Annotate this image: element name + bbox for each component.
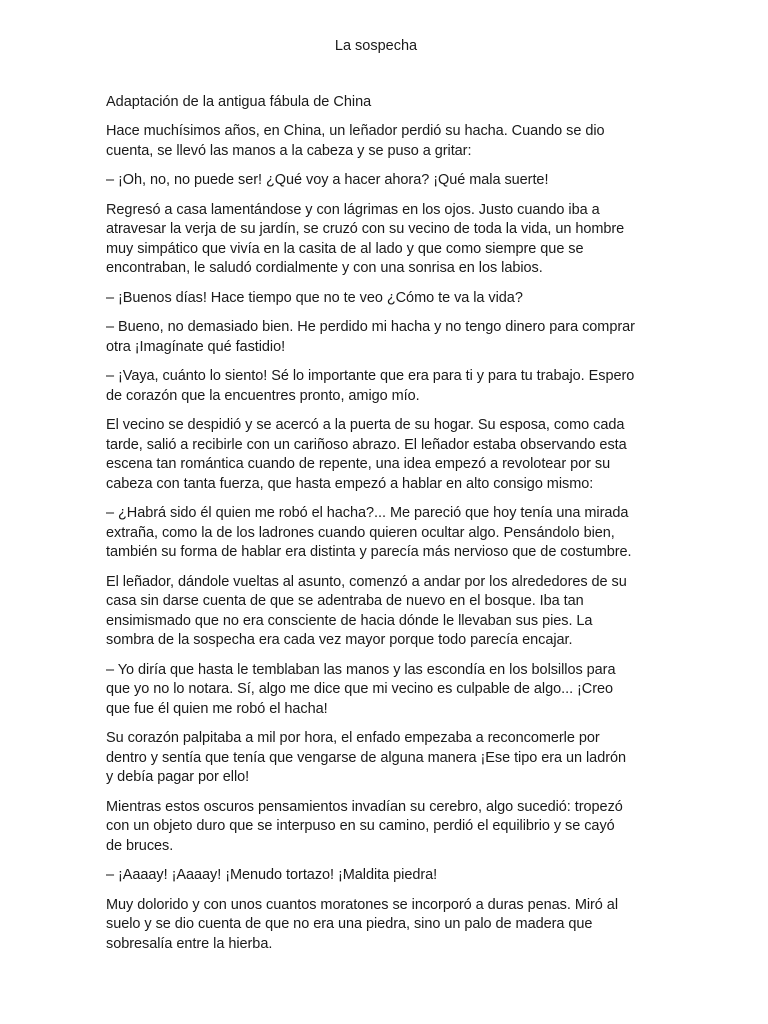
paragraph-6: – ¡Vaya, cuánto lo siento! Sé lo importante que era para ti y para tu trabajo. Espero de corazón que la encuentres pronto, amigo mío.	[106, 368, 635, 404]
document-subtitle: Adaptación de la antigua fábula de China	[106, 94, 372, 110]
paragraph-8: – ¿Habrá sido él quien me robó el hacha?... Me pareció que hoy tenía una mirada extraña, como la de los ladrones cuando quieren ocultar algo. Pensándolo bien, también su forma de hablar era distinta y parecía más nervioso que de costumbre.	[106, 505, 632, 560]
paragraph-9: El leñador, dándole vueltas al asunto, comenzó a andar por los alrededores de su casa sin darse cuenta de que se adentraba de nuevo en el bosque. Iba tan ensimismado que no era consciente de hacia dónde le llevaban sus pies. La sombra de la sospecha era cada vez mayor porque todo parecía encajar.	[106, 573, 627, 648]
paragraph-7: El vecino se despidió y se acercó a la puerta de su hogar. Su esposa, como cada tarde, salió a recibirle con un cariñoso abrazo. El leñador estaba observando esta escena tan romántica cuando de repente, una idea empezó a revolotear por su cabeza con tanta fuerza, que hasta empezó a hablar en alto consigo mismo:	[106, 417, 627, 492]
paragraph-2: – ¡Oh, no, no puede ser! ¿Qué voy a hacer ahora? ¡Qué mala suerte!	[106, 172, 549, 188]
document-page	[106, 36, 666, 964]
paragraph-3: Regresó a casa lamentándose y con lágrimas en los ojos. Justo cuando iba a atravesar la verja de su jardín, se cruzó con su vecino de toda la vida, un hombre muy simpático que vivía en la casita de al lado y que como siempre que se encontraban, le saludó cordialmente y con una sonrisa en los labios.	[106, 201, 625, 276]
paragraph-1: Hace muchísimos años, en China, un leñador perdió su hacha. Cuando se dio cuenta, se llevó las manos a la cabeza y se puso a gritar:	[106, 123, 605, 159]
paragraph-10: – Yo diría que hasta le temblaban las manos y las escondía en los bolsillos para que yo no lo notara. Sí, algo me dice que mi vecino es culpable de algo... ¡Creo que fue él quien me robó el hacha!	[106, 661, 616, 717]
document-title: La sospecha	[334, 38, 418, 54]
paragraph-5: – Bueno, no demasiado bien. He perdido mi hacha y no tengo dinero para comprar otra ¡Imagínate qué fastidio!	[106, 319, 635, 355]
paragraph-11: Su corazón palpitaba a mil por hora, el enfado empezaba a reconcomerle por dentro y sentía que tenía que vengarse de alguna manera ¡Ese tipo era un ladrón y debía pagar por ello!	[106, 730, 627, 785]
paragraph-4: – ¡Buenos días! Hace tiempo que no te veo ¿Cómo te va la vida?	[106, 289, 523, 306]
paragraph-14: Muy dolorido y con unos cuantos moratones se incorporó a duras penas. Miró al suelo y se dio cuenta de que no era una piedra, sino un palo de madera que sobresalía entre la hierba.	[106, 896, 618, 952]
paragraph-13: – ¡Aaaay! ¡Aaaay! ¡Menudo tortazo! ¡Maldita piedra!	[106, 867, 438, 883]
paragraph-12: Mientras estos oscuros pensamientos invadían su cerebro, algo sucedió: tropezó con un objeto duro que se interpuso en su camino, perdió el equilibrio y se cayó de bruces.	[106, 798, 623, 854]
